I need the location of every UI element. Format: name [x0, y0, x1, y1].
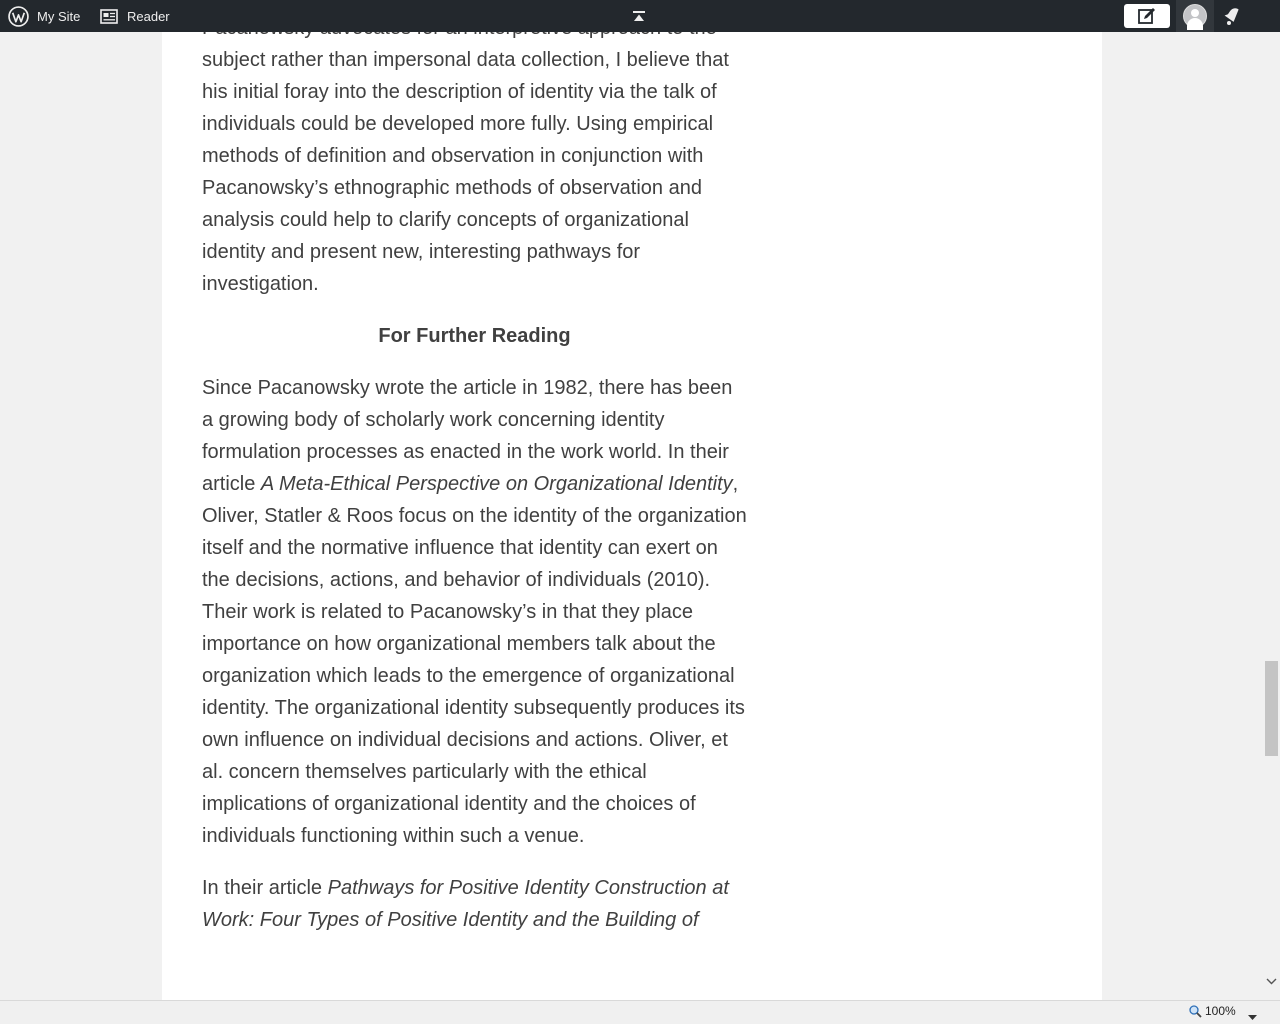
my-site-label: My Site: [37, 8, 81, 24]
reader-link[interactable]: [100, 0, 170, 32]
zoom-dropdown-button[interactable]: [1248, 1009, 1257, 1023]
avatar-icon: [1183, 4, 1207, 28]
notifications-button[interactable]: [1220, 0, 1248, 32]
reader-icon: [100, 9, 118, 24]
status-bar: [0, 1000, 1280, 1024]
zoom-icon: [1189, 1005, 1202, 1018]
vertical-scrollbar[interactable]: [1263, 32, 1280, 1000]
zoom-control[interactable]: [1189, 1004, 1236, 1018]
my-site-link[interactable]: [8, 0, 80, 32]
notifications-icon: [1224, 6, 1244, 26]
paragraph-text: In their article: [202, 877, 328, 899]
section-heading: For Further Reading: [378, 325, 571, 347]
article-paragraph: [202, 372, 747, 852]
user-avatar-button[interactable]: [1176, 0, 1214, 32]
write-icon: [1137, 7, 1157, 25]
zoom-level: 100%: [1205, 1004, 1236, 1018]
paragraph-text: Since Pacanowsky wrote the article in 1982, there has been a growing body of scholarly work concerning identity formulation processes as enacted in the work world. In their article: [202, 377, 733, 495]
article-body: [202, 12, 747, 956]
article-paragraph: [202, 872, 747, 936]
reader-label: Reader: [127, 8, 170, 24]
cited-article-title: A Meta-Ethical Perspective on Organizational Identity: [260, 473, 733, 495]
article-paragraph: subject rather than impersonal data collection, I believe that his initial foray into the description of identity via the talk of individuals could be developed more fully. Using empirical methods of definition and observation in conjunction with Pacanowsky’s ethnographic methods of observation and analysis could help to clarify concepts of organizational identity and present new, interesting pathways for investigation.: [202, 49, 729, 295]
wordpress-icon: [8, 6, 29, 27]
chevron-down-icon: [1266, 978, 1277, 985]
cited-article-title: Pathways for Positive Identity Construction at Work: Four Types of Positive Identity and the Building of: [202, 877, 729, 931]
write-button[interactable]: [1124, 4, 1170, 28]
scroll-to-top-button[interactable]: [630, 0, 648, 32]
admin-bar: [0, 0, 1280, 32]
content-column: [162, 32, 1102, 1000]
scrollbar-thumb[interactable]: [1265, 661, 1278, 756]
chevron-down-icon: [1248, 1015, 1257, 1020]
paragraph-text: , Oliver, Statler & Roos focus on the identity of the organization itself and the normative influence that identity can exert on the decisions, actions, and behavior of individuals (2010). Their work is related to Pacanowsky’s in that they place importance on how organizational members talk about the organization which leads to the emergence of organizational identity. The organizational identity subsequently produces its own influence on individual decisions and actions. Oliver, et al. concern themselves particularly with the ethical implications of organizational identity and the choices of individuals functioning within such a venue.: [202, 473, 747, 847]
scroll-down-button[interactable]: [1263, 974, 1280, 988]
scroll-top-icon: [632, 10, 646, 22]
